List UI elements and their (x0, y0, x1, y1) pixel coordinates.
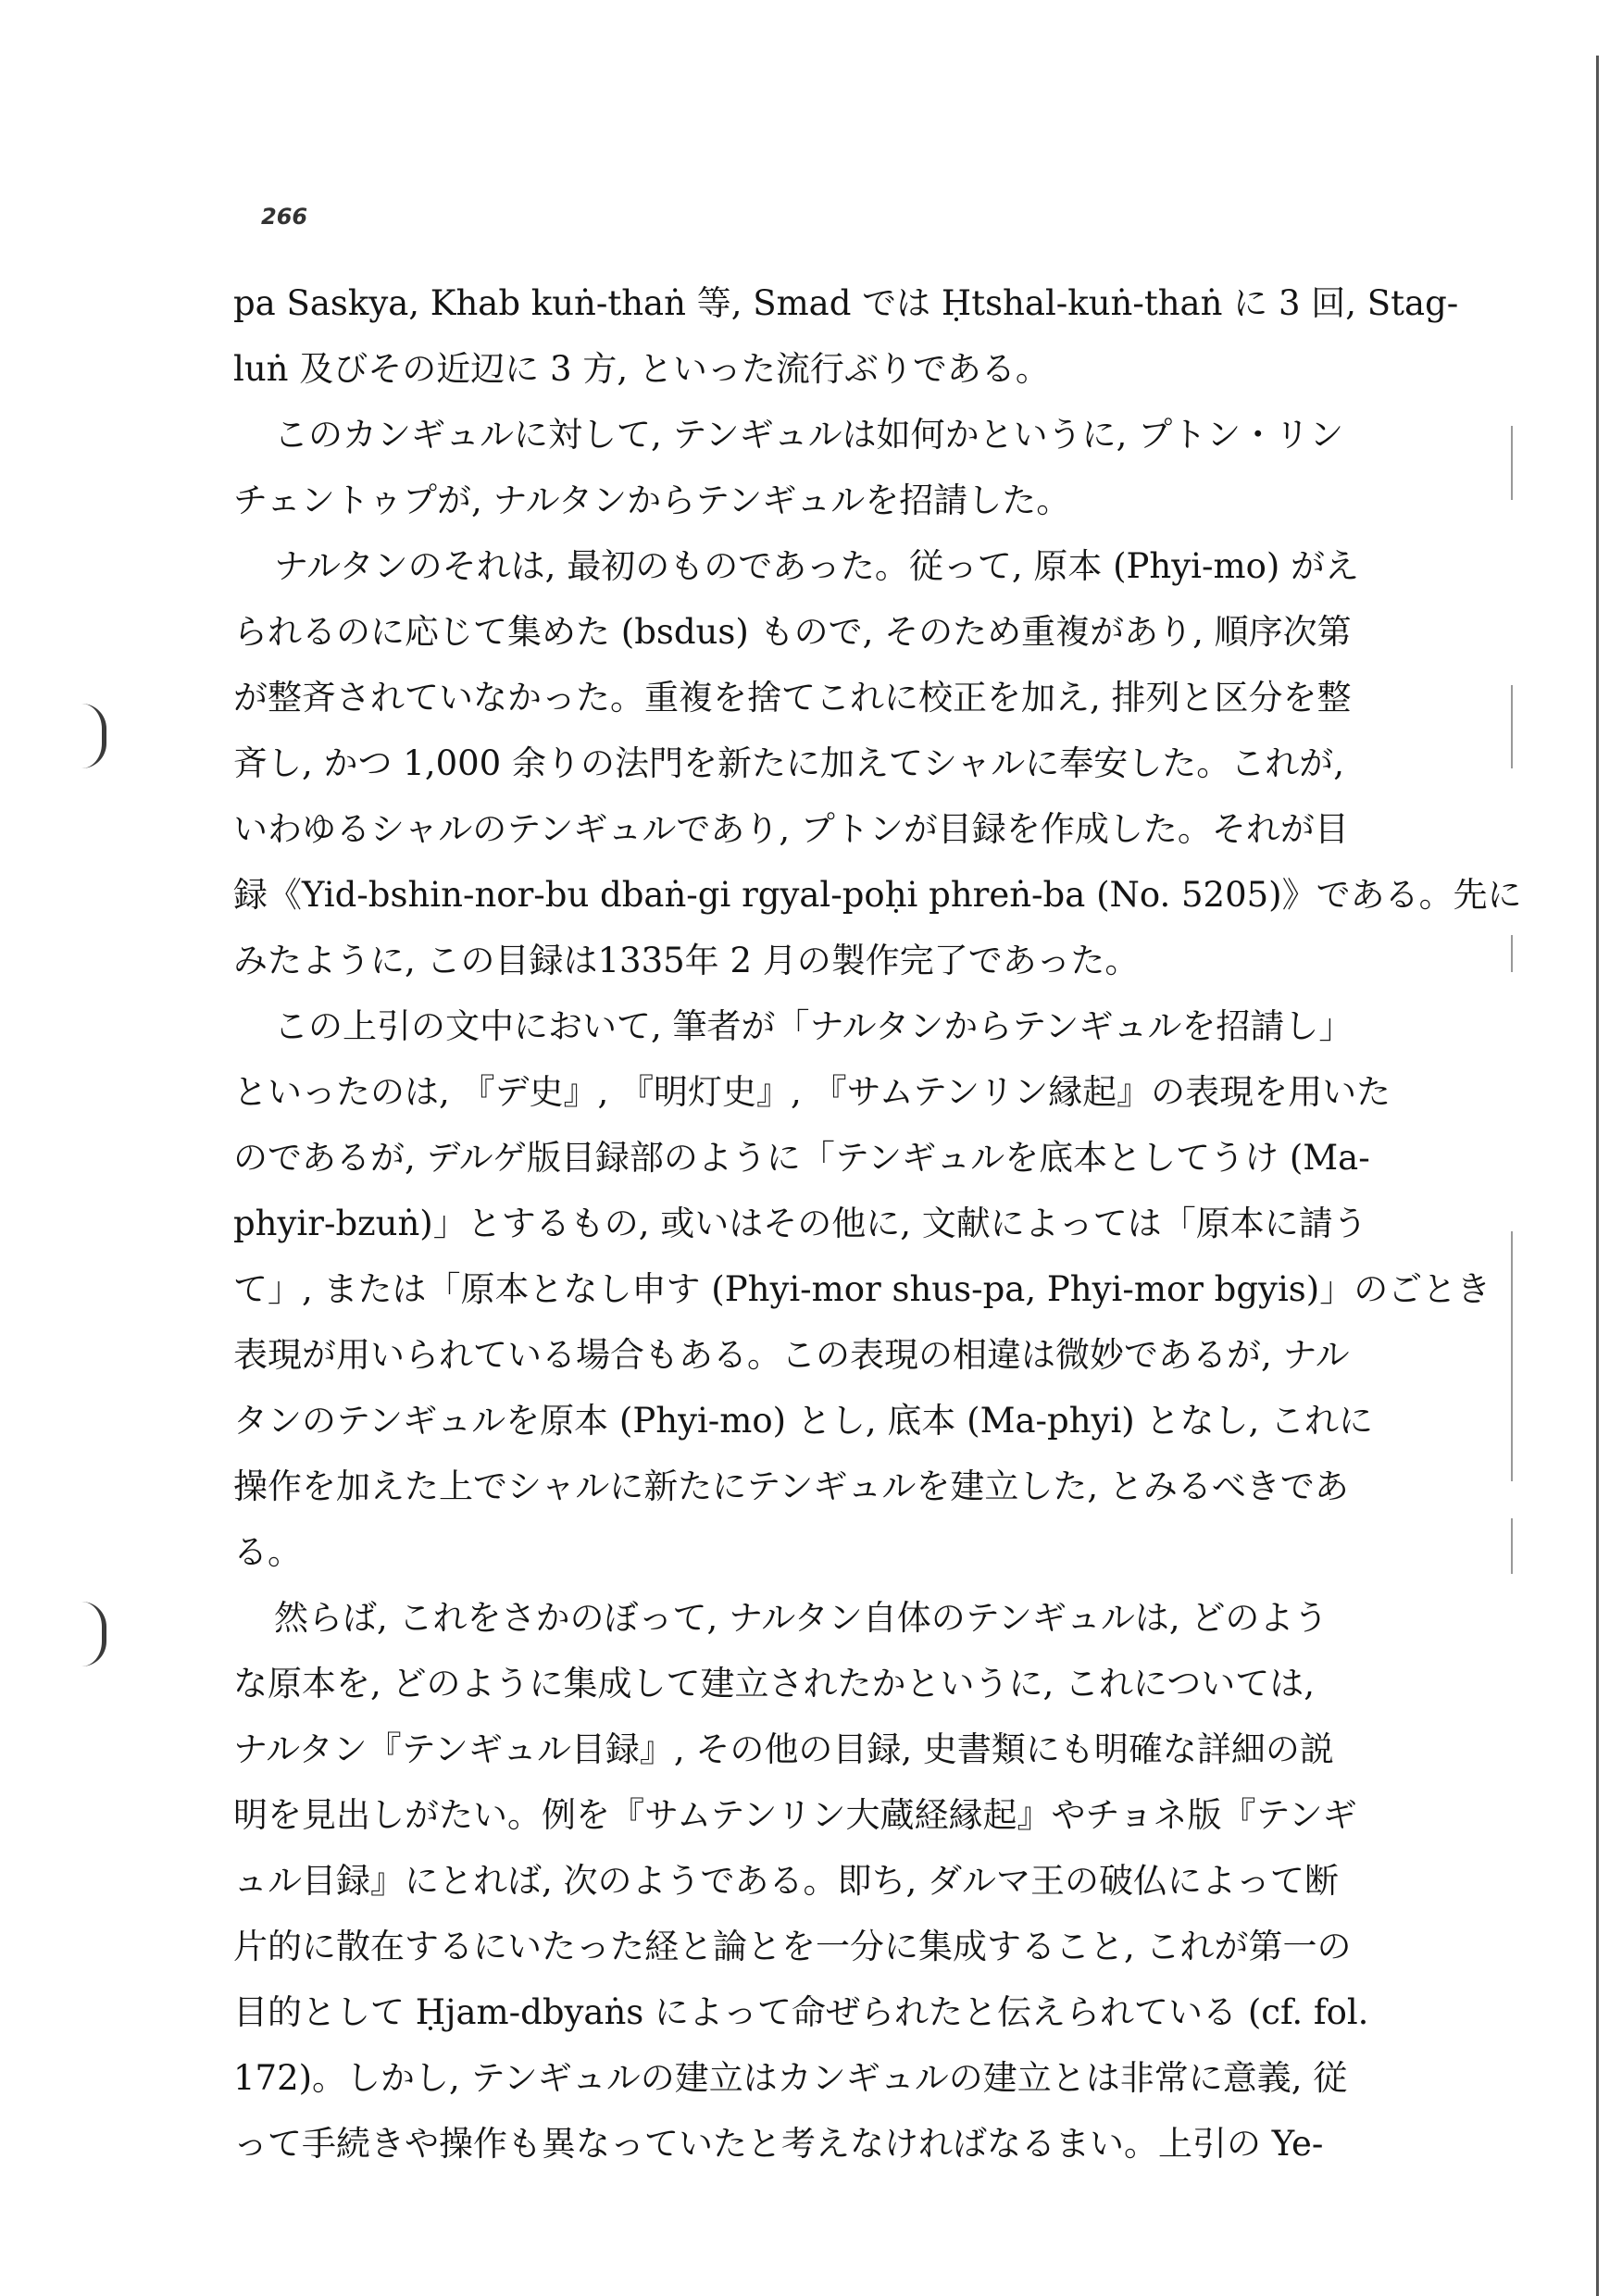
text-line: 然らば, これをさかのぼって, ナルタン自体のテンギュルは, どのよう (274, 1598, 1329, 1638)
text-line: る。 (233, 1532, 302, 1572)
text-line: が整斉されていなかった。重複を捨てこれに校正を加え, 排列と区分を整 (233, 678, 1352, 718)
text-line: luṅ 及びその近辺に 3 方, といった流行ぶりである。 (233, 349, 1050, 389)
text-line: られるのに応じて集めた (bsdus) もので, そのため重複があり, 順序次第 (233, 612, 1352, 652)
paragraph (233, 1585, 1381, 2177)
text-line: 明を見出しがたい。例を『サムテンリン大蔵経縁起』やチョネ版『テンギ (233, 1795, 1357, 1835)
page-edge-line (1596, 56, 1599, 2296)
text-line: のであるが, デルゲ版目録部のように「テンギュルを底本としてうけ (Ma- (233, 1138, 1370, 1178)
text-line: ュル目録』にとれば, 次のようである。即ち, ダルマ王の破仏によって断 (233, 1861, 1340, 1901)
text-line: ナルタンのそれは, 最初のものであった。従って, 原本 (Phyi-mo) がえ (274, 546, 1360, 586)
text-line: ナルタン『テンギュル目録』, その他の目録, 史書類にも明確な詳細の説 (233, 1729, 1334, 1769)
text-line: って手続きや操作も異なっていたと考えなければなるまい。上引の Ye- (233, 2124, 1324, 2164)
paragraph (233, 270, 1459, 402)
text-line: phyir-bzuṅ)」とするもの, 或いはその他に, 文献によっては「原本に請う (233, 1204, 1367, 1243)
text-line: この上引の文中において, 筆者が「ナルタンからテンギュルを招請し」 (274, 1006, 1354, 1046)
paragraph (233, 993, 1491, 1585)
scan-artifact (1511, 426, 1513, 500)
scan-artifact (1511, 1518, 1513, 1574)
text-line: タンのテンギュルを原本 (Phyi-mo) とし, 底本 (Ma-phyi) となし, これに (233, 1401, 1374, 1441)
text-line: このカンギュルに対して, テンギュルは如何かというに, プトン・リン (274, 415, 1344, 455)
text-line: 斉し, かつ 1,000 余りの法門を新たに加えてシャルに奉安した。これが, (233, 743, 1344, 783)
text-line: 172)。しかし, テンギュルの建立はカンギュルの建立とは非常に意義, 従 (233, 2058, 1348, 2098)
paragraph (233, 533, 1522, 993)
text-line: pa Saskya, Khab kuṅ-thaṅ 等, Smad では Ḥtshal-kuṅ-thaṅ に 3 回, Stag- (233, 283, 1459, 323)
text-line: 片的に散在するにいたった経と論とを一分に集成すること, これが第一の (233, 1927, 1352, 1966)
binding-shadow-mark (81, 1602, 106, 1666)
text-line: 表現が用いられている場合もある。この表現の相違は微妙であるが, ナル (233, 1335, 1350, 1375)
binding-shadow-mark (81, 704, 106, 768)
text-line: 操作を加えた上でシャルに新たにテンギュルを建立した, とみるべきであ (233, 1466, 1349, 1506)
text-line: いわゆるシャルのテンギュルであり, プトンが目録を作成した。それが目 (233, 809, 1349, 849)
text-line: といったのは, 『デ史』, 『明灯史』, 『サムテンリン縁起』の表現を用いた (233, 1072, 1391, 1112)
text-line: 録《Yid-bshin-nor-bu dbaṅ-gi rgyal-poḥi phreṅ-ba (No. 5205)》である。先に (233, 875, 1522, 915)
paragraph (233, 402, 1381, 533)
text-line: 目的として Ḥjam-dbyaṅs によって命ぜられたと伝えられている (cf. fol. (233, 1992, 1369, 2032)
scan-artifact (1511, 685, 1513, 768)
text-line: みたように, この目録は1335年 2 月の製作完了であった。 (233, 941, 1140, 980)
scan-artifact (1511, 935, 1513, 972)
body-text (233, 270, 1522, 2177)
text-line: チェントゥプが, ナルタンからテンギュルを招請した。 (233, 480, 1071, 520)
text-line: て」, または「原本となし申す (Phyi-mor shus-pa, Phyi-mor bgyis)」のごとき (233, 1269, 1491, 1309)
scan-artifact (1511, 1231, 1513, 1481)
page-number: 266 (261, 204, 308, 230)
text-line: な原本を, どのように集成して建立されたかというに, これについては, (233, 1664, 1316, 1703)
